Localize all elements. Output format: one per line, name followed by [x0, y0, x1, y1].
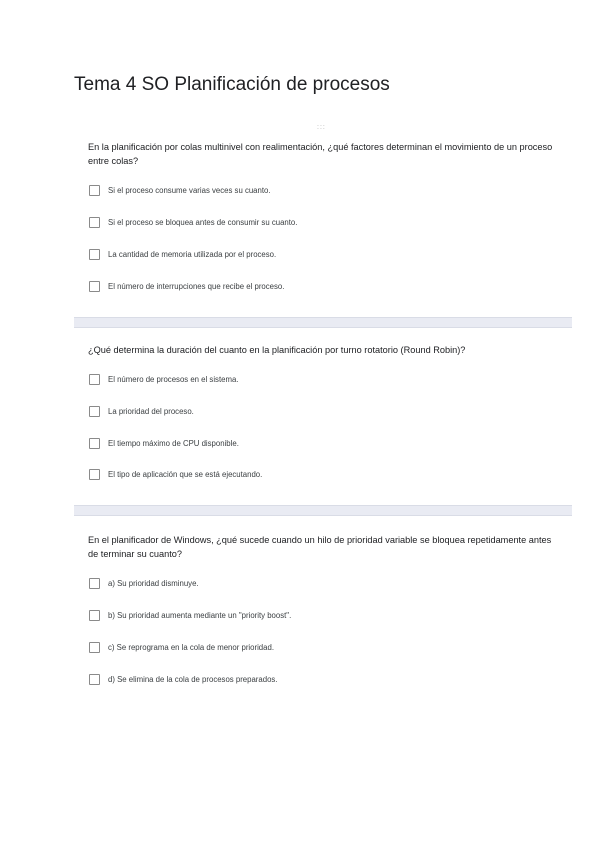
option-label: b) Su prioridad aumenta mediante un "priority boost".: [108, 610, 292, 620]
option-item[interactable]: [89, 279, 284, 293]
option-label: Si el proceso se bloquea antes de consumir su cuanto.: [108, 217, 298, 227]
checkbox[interactable]: [89, 610, 100, 621]
option-label: El tiempo máximo de CPU disponible.: [108, 438, 239, 448]
checkbox[interactable]: [89, 469, 100, 480]
option-label: d) Se elimina de la cola de procesos preparados.: [108, 674, 278, 684]
checkbox[interactable]: [89, 374, 100, 385]
section-separator: [74, 317, 572, 328]
drag-handle-icon[interactable]: :::: [317, 124, 326, 131]
option-item[interactable]: [89, 404, 194, 418]
checkbox[interactable]: [89, 674, 100, 685]
option-label: El número de interrupciones que recibe el proceso.: [108, 281, 285, 291]
checkbox[interactable]: [89, 642, 100, 653]
question-text: En el planificador de Windows, ¿qué sucede cuando un hilo de prioridad variable se bloquea repetidamente antes de terminar su cuanto?: [88, 535, 552, 559]
checkbox[interactable]: [89, 185, 100, 196]
checkbox[interactable]: [89, 578, 100, 589]
option-item[interactable]: [89, 640, 274, 654]
option-item[interactable]: [89, 467, 262, 481]
form-title: Tema 4 SO Planificación de procesos: [74, 74, 390, 95]
option-label: La cantidad de memoria utilizada por el proceso.: [108, 249, 277, 259]
checkbox[interactable]: [89, 281, 100, 292]
option-item[interactable]: [89, 672, 277, 686]
checkbox[interactable]: [89, 438, 100, 449]
option-label: El número de procesos en el sistema.: [108, 374, 239, 384]
checkbox[interactable]: [89, 249, 100, 260]
option-item[interactable]: [89, 608, 291, 622]
option-item[interactable]: [89, 576, 199, 590]
question-text: En la planificación por colas multinivel con realimentación, ¿qué factores determinan el movimiento de un proceso entre colas?: [88, 142, 553, 166]
option-item[interactable]: [89, 436, 239, 450]
option-label: c) Se reprograma en la cola de menor prioridad.: [108, 642, 274, 652]
option-label: a) Su prioridad disminuye.: [108, 578, 199, 588]
option-item[interactable]: [89, 183, 271, 197]
option-item[interactable]: [89, 372, 238, 386]
checkbox[interactable]: [89, 406, 100, 417]
option-item[interactable]: [89, 247, 276, 261]
option-item[interactable]: [89, 215, 297, 229]
option-label: La prioridad del proceso.: [108, 406, 194, 416]
section-separator: [74, 505, 572, 516]
question-text: ¿Qué determina la duración del cuanto en la planificación por turno rotatorio (Round Robin)?: [88, 345, 466, 355]
option-label: El tipo de aplicación que se está ejecutando.: [108, 469, 263, 479]
option-label: Si el proceso consume varias veces su cuanto.: [108, 185, 271, 195]
checkbox[interactable]: [89, 217, 100, 228]
